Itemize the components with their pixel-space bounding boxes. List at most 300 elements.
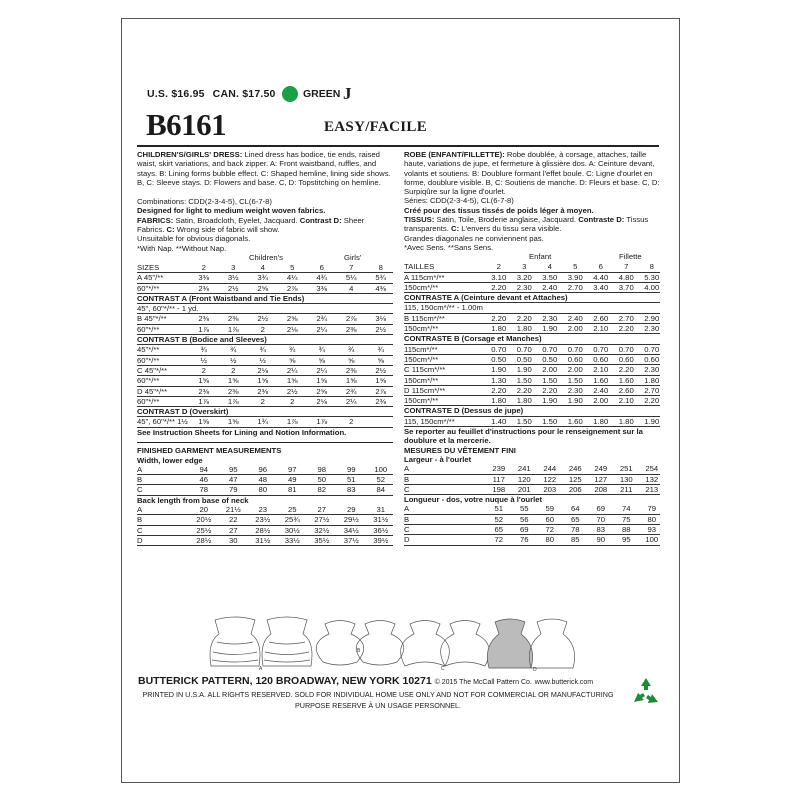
- table-cell: 95: [621, 535, 631, 545]
- sens-legend: *Avec Sens. **Sans Sens.: [404, 242, 494, 252]
- table-cell: 198: [492, 484, 506, 494]
- largeur-title: Largeur - à l'ourlet: [404, 454, 472, 464]
- table-cell: 2.30: [542, 313, 558, 323]
- table-cell: 1⅝: [286, 376, 298, 386]
- row-label: A: [137, 504, 143, 514]
- table-cell: 1.30: [491, 375, 507, 385]
- table-cell: 2: [349, 417, 354, 427]
- table-cell: 132: [645, 474, 659, 484]
- table-cell: 2.00: [593, 396, 609, 406]
- row-label: B: [404, 514, 410, 524]
- table-row: [137, 314, 393, 324]
- table-cell: 50: [317, 475, 327, 485]
- table-cell: 2: [290, 396, 295, 406]
- table-cell: 34½: [343, 525, 359, 535]
- table-cell: 56: [519, 514, 529, 524]
- table-cell: 29: [346, 504, 356, 514]
- table-cell: 2.20: [516, 385, 532, 395]
- table-cell: 3⅜: [198, 273, 210, 283]
- table-cell: 2½: [227, 283, 239, 293]
- sizes-header: SIZES 2 3 4 5 6 7 8: [137, 263, 393, 273]
- row-label: 60"*/**: [137, 324, 160, 334]
- header-rule: [137, 145, 659, 147]
- size-header-cell: 5: [573, 262, 578, 272]
- table-cell: 2¼: [316, 324, 328, 334]
- illus-label-a: A: [259, 666, 263, 672]
- longueur-title: Longueur - dos, votre nuque à l'ourlet: [404, 495, 543, 505]
- table-row: [137, 387, 393, 397]
- table-cell: 75: [621, 514, 631, 524]
- row-label: 60"*/**: [137, 396, 160, 406]
- row-label: C: [137, 485, 143, 495]
- table-cell: 28½: [196, 535, 212, 545]
- table-cell: 2.20: [491, 385, 507, 395]
- table-row: [404, 324, 660, 334]
- table-cell: 3.40: [593, 282, 609, 292]
- table-cell: 2.40: [542, 282, 558, 292]
- size-header-cell: 8: [649, 262, 654, 272]
- table-cell: 1.60: [593, 375, 609, 385]
- green-dot-icon: [282, 86, 298, 102]
- table-row: [137, 345, 393, 355]
- row-label: 45", 60"*/** 1½: [137, 417, 188, 427]
- table-cell: 1.80: [644, 375, 660, 385]
- table-cell: 1.60: [567, 416, 583, 426]
- table-cell: 1.80: [491, 324, 507, 334]
- table-cell: 2⅜: [345, 365, 357, 375]
- table-cell: 1⅝: [316, 376, 328, 386]
- table-cell: 25¾: [284, 515, 300, 525]
- table-cell: 33½: [284, 535, 300, 545]
- table-cell: 0.70: [567, 344, 583, 354]
- nap-legend: *With Nap. **Without Nap.: [137, 243, 227, 253]
- table-cell: 2⅜: [198, 314, 210, 324]
- size-header-cell: 2: [201, 262, 206, 272]
- table-cell: 29½: [343, 515, 359, 525]
- table-row: [137, 284, 393, 294]
- table-cell: 206: [568, 484, 582, 494]
- table-cell: 2.90: [644, 313, 660, 323]
- table-row: [137, 515, 393, 525]
- row-label: A: [404, 504, 410, 514]
- table-cell: 49: [287, 475, 297, 485]
- largeur-table: [404, 464, 660, 495]
- table-cell: 5.30: [644, 272, 660, 282]
- row-label: C 45"*/**: [137, 365, 168, 375]
- row-label: D 115cm*/**: [404, 385, 446, 395]
- table-cell: 1¾: [257, 417, 269, 427]
- table-cell: 1.80: [516, 324, 532, 334]
- footer-notice: PRINTED IN U.S.A. ALL RIGHTS RESERVED. SOLD FOR INDIVIDUAL HOME USE ONLY AND NOT FOR COMMERCIAL OR MANUFACTURING PURPOSE RESERVE À UN USAGE PERSONNEL.: [142, 690, 614, 710]
- table-cell: 1⅝: [375, 376, 387, 386]
- row-label: D 45"*/**: [137, 386, 168, 396]
- row-label: 60"*/**: [137, 355, 160, 365]
- table-cell: 94: [199, 464, 209, 474]
- table-cell: 2⅜: [227, 314, 239, 324]
- table-cell: 59: [545, 504, 555, 514]
- table-row: [137, 356, 393, 366]
- table-cell: 52: [376, 475, 386, 485]
- metrage-table: [404, 273, 660, 427]
- table-cell: 2.20: [491, 282, 507, 292]
- table-cell: 2.20: [491, 313, 507, 323]
- footer-address-line: [138, 675, 593, 687]
- table-cell: 31½: [373, 515, 389, 525]
- table-row: [137, 485, 393, 495]
- table-cell: 37½: [343, 535, 359, 545]
- table-cell: 2⅝: [316, 386, 328, 396]
- table-cell: 1.80: [593, 416, 609, 426]
- table-cell: 211: [620, 484, 633, 494]
- table-cell: 60: [545, 514, 555, 524]
- table-cell: 80: [258, 485, 268, 495]
- section-header: CONTRAST D (Overskirt): [137, 407, 393, 417]
- table-cell: 2¾: [316, 314, 328, 324]
- table-cell: 249: [594, 464, 608, 474]
- footer-address: BUTTERICK PATTERN, 120 BROADWAY, NEW YORK 10271: [138, 675, 432, 687]
- diagonales: Grandes diagonales ne conviennent pas.: [404, 233, 544, 243]
- row-label: 115cm*/**: [404, 344, 438, 354]
- table-cell: 3.50: [542, 272, 558, 282]
- table-row: [137, 273, 393, 283]
- table-cell: 2¼: [286, 365, 298, 375]
- table-row: [137, 536, 393, 546]
- table-row: [404, 515, 660, 525]
- table-cell: ¾: [318, 345, 325, 355]
- table-cell: 55: [519, 504, 529, 514]
- table-row: [137, 475, 393, 485]
- price-line: [147, 88, 284, 100]
- row-label: B: [137, 515, 143, 525]
- table-row: [404, 303, 660, 313]
- table-cell: 1.80: [491, 396, 507, 406]
- table-cell: 1⅞: [198, 396, 210, 406]
- table-cell: 2⅛: [286, 324, 298, 334]
- table-cell: 2.00: [567, 365, 583, 375]
- table-cell: 1⅝: [198, 417, 210, 427]
- table-cell: 79: [647, 504, 657, 514]
- difficulty-label: EASY/FACILE: [324, 119, 428, 135]
- table-cell: 2.30: [644, 324, 660, 334]
- table-cell: 69: [519, 524, 529, 534]
- table-cell: 2.00: [542, 365, 558, 375]
- table-cell: 52: [494, 514, 504, 524]
- table-cell: 0.70: [542, 344, 558, 354]
- back-view-illustrations: [205, 612, 585, 672]
- table-cell: 90: [596, 535, 606, 545]
- table-cell: 1.90: [567, 396, 583, 406]
- table-cell: 70: [596, 514, 606, 524]
- dress-d-illustration: [487, 619, 574, 668]
- table-row: [404, 365, 660, 375]
- table-cell: 2½: [257, 314, 269, 324]
- table-cell: 3.70: [618, 282, 634, 292]
- width-title: Width, lower edge: [137, 455, 203, 465]
- table-cell: 2: [260, 324, 265, 334]
- french-column: [404, 150, 660, 546]
- table-cell: 25½: [196, 525, 212, 535]
- unsuitable: Unsuitable for obvious diagonals.: [137, 234, 251, 244]
- table-cell: 2⅜: [198, 283, 210, 293]
- table-cell: 4.40: [593, 272, 609, 282]
- voir-instructions: Se reporter au feuillet d'instructions pour le renseignement sur la doublure et la mercerie.: [404, 427, 643, 446]
- table-cell: ⅝: [348, 355, 355, 365]
- row-label: 150cm*/**: [404, 354, 439, 364]
- table-cell: 1.90: [644, 416, 660, 426]
- table-row: [137, 366, 393, 376]
- yardage-table: [137, 273, 393, 427]
- table-cell: 95: [228, 464, 238, 474]
- row-label: C: [137, 525, 143, 535]
- table-cell: 51: [346, 475, 356, 485]
- size-header-cell: 2: [496, 262, 501, 272]
- table-row: [137, 304, 393, 314]
- table-cell: ⅝: [289, 355, 296, 365]
- table-cell: 27½: [314, 515, 330, 525]
- table-cell: 1.50: [542, 416, 558, 426]
- table-cell: 2.20: [516, 313, 532, 323]
- table-cell: 64: [570, 504, 580, 514]
- description-fr: ROBE (ENFANT/FILLETTE): Robe doublée, à corsage, attaches, taille haute, variations de jupe, et fermeture à glissière dos. A: Ceinture devant, volants et soutiens. B: Doublure formant l'effet boule. C: Ligne d'ourlet en forme, doublure visible. B, C: Soutiens de manche. D: Fleurs et base. C, D: Surpiqûre sur la ligne d'ourlet.: [404, 150, 660, 197]
- table-cell: 239: [492, 464, 506, 474]
- table-cell: 28½: [255, 525, 271, 535]
- table-cell: 2⅛: [257, 365, 269, 375]
- fgm-title: FINISHED GARMENT MEASUREMENTS: [137, 446, 282, 456]
- pattern-number: B6161: [146, 107, 227, 142]
- price-can: CAN. $17.50: [212, 88, 276, 100]
- row-label: A: [404, 464, 410, 474]
- table-cell: 0.50: [491, 354, 507, 364]
- size-header-cell: 4: [260, 262, 265, 272]
- table-cell: 3.20: [516, 272, 532, 282]
- row-label: B: [404, 474, 410, 484]
- table-cell: 1.90: [516, 365, 532, 375]
- table-cell: 130: [619, 474, 633, 484]
- row-label: 115, 150cm*/** - 1.00m: [404, 303, 483, 313]
- table-row: [404, 464, 660, 474]
- description: CHILDREN'S/GIRLS' DRESS: Lined dress has bodice, tie ends, raised waist, skirt variations, and back zipper. A: Front waistband, ruffles, and stays. B: Lining forms bubble effect. C: Shaped hemline, lining side shows. B, C: Sleeve stays. D: Flowers and base. C, D: Topstitching on hemline.: [137, 150, 391, 187]
- table-cell: 2.10: [618, 396, 634, 406]
- table-cell: 2⅜: [198, 386, 210, 396]
- table-cell: 2.30: [516, 282, 532, 292]
- table-cell: 76: [519, 535, 529, 545]
- table-cell: ⅝: [377, 355, 384, 365]
- table-cell: 1.50: [542, 375, 558, 385]
- table-cell: 2.40: [593, 385, 609, 395]
- table-row: [137, 505, 393, 515]
- table-cell: 20: [199, 504, 209, 514]
- row-label: 60"*/**: [137, 283, 160, 293]
- footer-copyright: © 2015 The McCall Pattern Co.: [434, 679, 532, 686]
- table-row: [404, 525, 660, 535]
- table-cell: 72: [545, 524, 555, 534]
- back-length-title: Back length from base of neck: [137, 495, 249, 505]
- table-cell: ¾: [348, 345, 355, 355]
- table-cell: 2.20: [644, 396, 660, 406]
- section-header: CONTRAST A (Front Waistband and Tie Ends): [137, 294, 393, 304]
- table-cell: 1.50: [567, 375, 583, 385]
- size-header-cell: 7: [624, 262, 629, 272]
- table-cell: 96: [258, 464, 268, 474]
- table-cell: 2⅞: [345, 314, 357, 324]
- table-cell: 1⅝: [198, 376, 210, 386]
- longueur-table: [404, 504, 660, 545]
- table-cell: 2.20: [618, 365, 634, 375]
- table-cell: 1⅞: [316, 417, 328, 427]
- footer-website[interactable]: www.butterick.com: [534, 679, 594, 686]
- table-cell: 82: [317, 485, 327, 495]
- table-cell: 2½: [375, 324, 387, 334]
- tailles-header: TAILLES 2 3 4 5 6 7 8: [404, 262, 660, 272]
- row-label: C 115cm*/**: [404, 365, 446, 375]
- table-cell: 0.60: [618, 354, 634, 364]
- table-cell: 39½: [373, 535, 389, 545]
- table-cell: ¾: [259, 345, 266, 355]
- size-header-cell: 5: [290, 262, 295, 272]
- table-cell: 85: [570, 535, 580, 545]
- table-cell: 203: [543, 484, 557, 494]
- table-cell: 97: [287, 464, 297, 474]
- combinations: Combinations: CDD(2-3-4-5), CL(6-7-8): [137, 197, 272, 207]
- table-cell: 100: [645, 535, 659, 545]
- table-cell: 93: [647, 524, 657, 534]
- table-cell: 2.30: [644, 365, 660, 375]
- row-label: B: [137, 475, 143, 485]
- table-cell: 0.60: [644, 354, 660, 364]
- table-cell: 1⅞: [198, 324, 210, 334]
- table-cell: 65: [570, 514, 580, 524]
- table-cell: 2.00: [567, 324, 583, 334]
- table-cell: 2¼: [345, 396, 357, 406]
- illus-label-b: B: [357, 648, 361, 654]
- table-cell: 99: [346, 464, 356, 474]
- table-row: [404, 504, 660, 514]
- row-label: D: [137, 535, 143, 545]
- table-cell: 2.70: [567, 282, 583, 292]
- table-cell: 22: [228, 515, 238, 525]
- table-cell: 0.70: [516, 344, 532, 354]
- table-cell: 0.60: [567, 354, 583, 364]
- table-cell: 2.10: [593, 324, 609, 334]
- table-cell: 46: [199, 475, 209, 485]
- row-label: 45", 60"*/** - 1 yd.: [137, 304, 199, 314]
- english-column: [137, 150, 393, 546]
- table-cell: 3⅛: [375, 314, 387, 324]
- table-cell: 2.60: [593, 313, 609, 323]
- table-cell: 254: [645, 464, 659, 474]
- table-row: [404, 376, 660, 386]
- table-cell: 244: [543, 464, 557, 474]
- table-row: [404, 355, 660, 365]
- table-cell: 79: [228, 485, 238, 495]
- row-label: A 115cm*/**: [404, 272, 445, 282]
- section-header: CONTRASTE D (Dessus de jupe): [404, 406, 660, 416]
- mesures-title: MESURES DU VÊTEMENT FINI: [404, 445, 516, 455]
- table-cell: 21½: [225, 504, 241, 514]
- table-cell: 4: [349, 283, 354, 293]
- table-cell: 31½: [255, 535, 271, 545]
- table-row: [404, 396, 660, 406]
- table-cell: 127: [594, 474, 608, 484]
- table-cell: 20½: [196, 515, 212, 525]
- row-label: C: [404, 524, 410, 534]
- row-label: B 115cm*/**: [404, 313, 445, 323]
- table-cell: 1⅝: [227, 376, 239, 386]
- table-cell: 2.40: [567, 313, 583, 323]
- table-cell: 2.20: [542, 385, 558, 395]
- table-cell: 80: [545, 535, 555, 545]
- table-row: [137, 325, 393, 335]
- back-length-table: [137, 505, 393, 546]
- table-row: [137, 417, 393, 427]
- table-cell: 0.50: [516, 354, 532, 364]
- table-row: [404, 273, 660, 283]
- row-label: 150cm*/**: [404, 282, 439, 292]
- table-cell: 3.10: [491, 272, 507, 282]
- table-cell: 4.80: [618, 272, 634, 282]
- table-row: [404, 283, 660, 293]
- fabrics: FABRICS: Satin, Broadcloth, Eyelet, Jacquard. Contrast D: Sheer Fabrics. C: Wrong side of fabric will show.: [137, 215, 365, 235]
- tissus: TISSUS: Satin, Toile, Broderie anglaise, Jacquard. Contraste D: Tissus transparents. C: L'envers du tissu sera visible.: [404, 215, 649, 234]
- table-cell: 2⅝: [286, 314, 298, 324]
- table-cell: 48: [258, 475, 268, 485]
- table-cell: 4¼: [286, 273, 298, 283]
- table-cell: 47: [228, 475, 238, 485]
- table-cell: ½: [230, 355, 237, 365]
- table-cell: 30: [228, 535, 238, 545]
- table-row: [137, 376, 393, 386]
- table-row: [404, 345, 660, 355]
- dress-a-illustration: [210, 617, 260, 666]
- table-cell: 3.90: [567, 272, 583, 282]
- table-cell: 0.60: [593, 354, 609, 364]
- table-cell: 5¼: [345, 273, 357, 283]
- table-cell: 2⅜: [345, 324, 357, 334]
- illus-label-c: C: [441, 666, 445, 672]
- table-cell: 2¼: [316, 365, 328, 375]
- table-cell: 27: [317, 504, 327, 514]
- table-cell: 65: [494, 524, 504, 534]
- table-cell: 251: [619, 464, 633, 474]
- table-row: [404, 535, 660, 545]
- table-cell: 213: [645, 484, 659, 494]
- table-cell: 83: [346, 485, 356, 495]
- table-cell: 1⅞: [227, 324, 239, 334]
- table-cell: 1.60: [618, 375, 634, 385]
- row-label: A: [137, 464, 143, 474]
- table-cell: 83: [596, 524, 606, 534]
- table-cell: 201: [517, 484, 531, 494]
- table-row: [404, 386, 660, 396]
- table-cell: 2: [201, 365, 206, 375]
- table-cell: 2.70: [618, 313, 634, 323]
- table-row: [404, 314, 660, 324]
- row-label: 150cm*/**: [404, 375, 439, 385]
- table-cell: ¾: [289, 345, 296, 355]
- table-cell: 74: [621, 504, 631, 514]
- table-row: [404, 485, 660, 495]
- table-cell: 23: [258, 504, 268, 514]
- table-cell: 80: [647, 514, 657, 524]
- size-header-cell: 7: [349, 262, 354, 272]
- table-cell: 1.90: [542, 324, 558, 334]
- row-label: A 45"/**: [137, 273, 164, 283]
- see-instructions: See Instruction Sheets for Lining and Notion Information.: [137, 427, 347, 437]
- table-cell: 3½: [227, 273, 239, 283]
- table-cell: 0.70: [644, 344, 660, 354]
- table-cell: 0.70: [593, 344, 609, 354]
- table-cell: 2½: [286, 386, 298, 396]
